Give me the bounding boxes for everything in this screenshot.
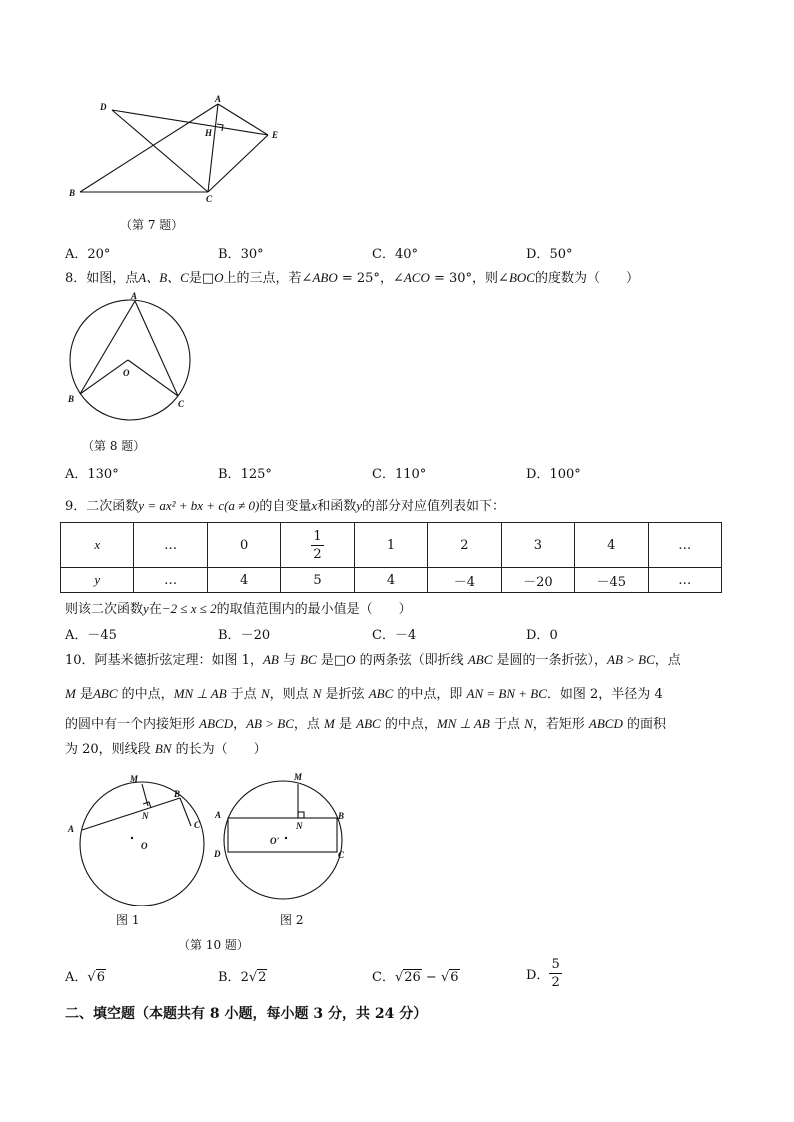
- label-M: M: [130, 774, 139, 784]
- caption-q10: （第 10 题）: [178, 938, 249, 952]
- table-cell: 4: [575, 523, 648, 568]
- figure-1-label: 图 1: [116, 913, 140, 927]
- label-D: D: [100, 102, 107, 112]
- table-cell: …: [134, 568, 207, 593]
- q10-option-d: D． $\frac{5}{2}$: [526, 957, 560, 990]
- table-row-y: [61, 568, 722, 593]
- table-cell: 3: [501, 523, 574, 568]
- table-cell: $\frac{1}{2}$: [281, 523, 354, 568]
- question-10-line3: 的圆中有一个内接矩形 ABCD，AB > BC，点 M 是 ABC 的中点，MN ⊥ AB 于点 N，若矩形 ABCD 的面积: [65, 716, 666, 732]
- label-N: N: [296, 821, 303, 831]
- label-M: M: [294, 772, 303, 782]
- q7-option-b: B．30°: [218, 247, 264, 262]
- label-A: A: [68, 824, 75, 834]
- label-B: B: [338, 811, 345, 821]
- q10-option-b: B．2√2: [218, 970, 267, 985]
- label-C: C: [178, 399, 185, 409]
- table-cell: 4: [207, 568, 280, 593]
- q7-option-a: A．20°: [65, 247, 111, 262]
- label-B: B: [68, 394, 75, 404]
- table-cell: x: [61, 523, 134, 568]
- section-2-title: 二、填空题（本题共有 8 小题，每小题 3 分，共 24 分）: [65, 1006, 428, 1022]
- q8-option-c: C．110°: [372, 467, 427, 482]
- table-cell: －4: [428, 568, 501, 593]
- q8-option-d: D．100°: [526, 467, 581, 482]
- q8-option-a: A．130°: [65, 467, 119, 482]
- label-C: C: [206, 194, 213, 204]
- label-O: O: [123, 368, 130, 378]
- question-10-line1: 10．阿基米德折弦定理：如图 1，AB 与 BC 是□O 的两条弦（即折线 ABC 是圆的一条折弦），AB > BC，点: [65, 652, 681, 668]
- label-A: A: [131, 291, 138, 301]
- table-cell: －20: [501, 568, 574, 593]
- label-B: B: [174, 789, 181, 799]
- q7-option-c: C．40°: [372, 247, 418, 262]
- q8-option-b: B．125°: [218, 467, 272, 482]
- figure-q10-1: [60, 766, 220, 906]
- figure-q8: [60, 290, 200, 430]
- question-9-followup: 则该二次函数y在−2 ≤ x ≤ 2的取值范围内的最小值是（ ）: [65, 601, 412, 617]
- label-O: O: [141, 841, 148, 851]
- question-9: 9．二次函数y = ax² + bx + c(a ≠ 0)的自变量x和函数y的部分对应值列表如下：: [65, 498, 505, 514]
- table-cell: …: [134, 523, 207, 568]
- label-H: H: [205, 128, 213, 138]
- caption-q8: （第 8 题）: [82, 439, 146, 453]
- table-cell: －45: [575, 568, 648, 593]
- label-A: A: [215, 94, 222, 104]
- question-10-line4: 为 20，则线段 BN 的长为（ ）: [65, 741, 267, 757]
- label-C: C: [194, 820, 201, 830]
- table-cell: 1: [354, 523, 427, 568]
- q9-option-d: D．0: [526, 628, 558, 643]
- q9-option-c: C．－4: [372, 628, 417, 643]
- value-table: [60, 522, 722, 593]
- table-cell: 2: [428, 523, 501, 568]
- question-10-line2: M 是ABC 的中点，MN ⊥ AB 于点 N，则点 N 是折弦 ABC 的中点，即 AN = BN + BC．如图 2，半径为 4: [65, 686, 663, 702]
- figure-q10-2: [210, 766, 360, 906]
- label-O: O': [270, 836, 279, 846]
- question-8: 8．如图，点A、B、C是□O上的三点，若∠ABO = 25°，∠ACO = 30°，则∠BOC的度数为（ ）: [65, 270, 639, 286]
- label-B: B: [69, 188, 76, 198]
- q9-option-b: B．－20: [218, 628, 271, 643]
- figure-2-label: 图 2: [280, 913, 304, 927]
- q10-option-a: A．√6: [65, 970, 105, 985]
- label-C: C: [338, 850, 345, 860]
- q7-option-d: D．50°: [526, 247, 573, 262]
- table-cell: y: [61, 568, 134, 593]
- q10-option-c: C．√26 − √6: [372, 970, 459, 985]
- label-N: N: [142, 811, 149, 821]
- label-D: D: [214, 849, 221, 859]
- label-A: A: [215, 810, 222, 820]
- table-row-x: [61, 523, 722, 568]
- table-cell: …: [648, 523, 722, 568]
- table-cell: 5: [281, 568, 354, 593]
- q9-option-a: A．－45: [65, 628, 117, 643]
- table-cell: …: [648, 568, 722, 593]
- table-cell: 4: [354, 568, 427, 593]
- figure-q7: [60, 92, 300, 212]
- caption-q7: （第 7 题）: [120, 218, 184, 232]
- table-cell: 0: [207, 523, 280, 568]
- label-E: E: [272, 130, 279, 140]
